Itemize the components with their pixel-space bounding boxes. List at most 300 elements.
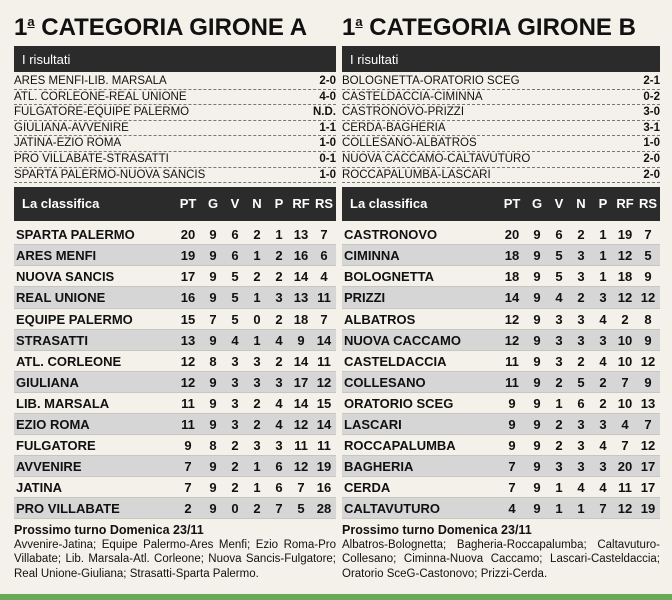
standings-row bbox=[342, 456, 660, 477]
stat-n: 2 bbox=[253, 501, 261, 517]
stat-v: 3 bbox=[555, 332, 563, 348]
stat-n: 3 bbox=[577, 332, 585, 348]
stat-v: 3 bbox=[555, 311, 563, 327]
stat-g: 9 bbox=[533, 290, 541, 306]
stat-rs: 12 bbox=[640, 353, 656, 369]
stat-n: 2 bbox=[577, 290, 585, 306]
stat-rs: 12 bbox=[640, 438, 656, 454]
stat-p: 2 bbox=[275, 311, 283, 327]
stat-n: 1 bbox=[253, 248, 261, 264]
team-name: JATINA bbox=[16, 480, 62, 496]
stat-n: 3 bbox=[577, 417, 585, 432]
stat-p: 4 bbox=[599, 311, 607, 327]
team-name: ALBATROS bbox=[344, 311, 416, 327]
stat-p: 1 bbox=[599, 269, 607, 285]
stat-rs: 17 bbox=[640, 459, 656, 475]
team-name: CASTRONOVO bbox=[344, 227, 438, 243]
result-row bbox=[14, 74, 336, 90]
stat-g: 9 bbox=[533, 374, 541, 390]
results-header: I risultati bbox=[342, 46, 660, 72]
standings-row bbox=[14, 245, 336, 266]
result-match: CERDA-BAGHERIA bbox=[342, 121, 446, 134]
stat-p: 1 bbox=[599, 227, 607, 243]
col-g: G bbox=[207, 196, 219, 212]
stat-rs: 11 bbox=[317, 438, 331, 454]
stat-rs: 7 bbox=[320, 311, 328, 327]
col-pt: PT bbox=[503, 196, 521, 212]
team-name: AVVENIRE bbox=[16, 459, 82, 475]
stat-pt: 11 bbox=[181, 417, 195, 432]
team-name: STRASATTI bbox=[16, 332, 88, 348]
standings-row bbox=[342, 435, 660, 456]
result-row bbox=[342, 105, 660, 121]
result-match: JATINA-EZIO ROMA bbox=[14, 137, 122, 150]
stat-v: 5 bbox=[555, 248, 563, 264]
result-row bbox=[14, 136, 336, 152]
stat-rf: 10 bbox=[617, 353, 633, 369]
stat-n: 3 bbox=[253, 374, 261, 390]
girone-b-column bbox=[342, 0, 660, 581]
standings-row bbox=[14, 414, 336, 435]
stat-pt: 11 bbox=[505, 353, 519, 369]
standings-row bbox=[342, 224, 660, 245]
stat-p: 1 bbox=[599, 248, 607, 264]
result-row bbox=[342, 152, 660, 168]
result-score: 4-0 bbox=[319, 90, 336, 103]
result-row bbox=[342, 90, 660, 106]
col-g: G bbox=[531, 196, 543, 212]
stat-p: 1 bbox=[275, 227, 283, 243]
title-text: CATEGORIA GIRONE B bbox=[369, 14, 636, 41]
stat-v: 2 bbox=[555, 438, 563, 454]
stat-pt: 17 bbox=[180, 269, 196, 285]
stat-n: 0 bbox=[253, 311, 261, 327]
stat-v: 3 bbox=[231, 417, 239, 432]
stat-v: 5 bbox=[231, 290, 239, 306]
stat-rf: 12 bbox=[617, 248, 633, 264]
result-row bbox=[14, 121, 336, 137]
stat-n: 2 bbox=[253, 395, 261, 411]
next-round bbox=[14, 523, 336, 581]
stat-n: 2 bbox=[577, 227, 585, 243]
stat-rs: 6 bbox=[320, 248, 328, 264]
next-round-fixtures: Albatros-Bolognetta; Bagheria-Roccapalumba; Caltavuturo-Collesano; Ciminna-Nuova Caccamo; Lascari-Casteldaccia; Oratorio SceG-Castonovo; Prizzi-Cerda. bbox=[342, 538, 660, 580]
stat-g: 8 bbox=[209, 353, 217, 369]
girone-a-column bbox=[14, 0, 336, 581]
stat-g: 9 bbox=[533, 417, 541, 432]
stat-p: 4 bbox=[599, 438, 607, 454]
standings-header bbox=[342, 187, 660, 221]
stat-g: 9 bbox=[209, 374, 217, 390]
stat-rf: 12 bbox=[293, 417, 309, 432]
team-name: ORATORIO SCEG bbox=[344, 395, 454, 411]
stat-rf: 11 bbox=[294, 438, 308, 454]
stat-g: 9 bbox=[533, 269, 541, 285]
stat-rs: 9 bbox=[644, 269, 652, 285]
stat-p: 6 bbox=[275, 480, 283, 496]
result-score: 1-0 bbox=[643, 137, 660, 150]
stat-rs: 14 bbox=[316, 332, 332, 348]
team-name: BOLOGNETTA bbox=[344, 269, 435, 285]
result-score: 1-1 bbox=[319, 121, 336, 134]
result-match: FULGATORE-EQUIPE PALERMO bbox=[14, 106, 190, 119]
girone-b-title bbox=[342, 0, 660, 40]
stat-rf: 14 bbox=[293, 269, 309, 285]
next-round-title: Prossimo turno Domenica 23/11 bbox=[342, 523, 532, 538]
stat-v: 5 bbox=[231, 311, 239, 327]
stat-v: 4 bbox=[555, 290, 563, 306]
result-row bbox=[14, 90, 336, 106]
stat-p: 2 bbox=[599, 395, 607, 411]
standings-row bbox=[14, 309, 336, 330]
team-name: CASTELDACCIA bbox=[344, 353, 447, 369]
standings-row bbox=[342, 245, 660, 266]
stat-v: 4 bbox=[231, 332, 239, 348]
stat-g: 9 bbox=[533, 438, 541, 454]
standings-row bbox=[14, 351, 336, 372]
team-name: ARES MENFI bbox=[16, 248, 97, 264]
col-pt: PT bbox=[179, 196, 197, 212]
stat-p: 4 bbox=[599, 480, 607, 496]
team-name: PRO VILLABATE bbox=[16, 501, 120, 517]
stat-rs: 17 bbox=[640, 480, 656, 496]
result-match: CASTRONOVO-PRIZZI bbox=[342, 106, 465, 119]
col-n: N bbox=[576, 196, 586, 212]
results-list bbox=[14, 74, 336, 183]
stat-p: 4 bbox=[599, 353, 607, 369]
stat-p: 3 bbox=[275, 438, 283, 454]
stat-n: 3 bbox=[253, 438, 261, 454]
stat-pt: 19 bbox=[180, 248, 196, 264]
standings-row bbox=[342, 351, 660, 372]
stat-g: 9 bbox=[533, 332, 541, 348]
stat-rs: 19 bbox=[640, 501, 656, 517]
result-match: ATL. CORLEONE-REAL UNIONE bbox=[14, 90, 187, 103]
stat-rf: 17 bbox=[293, 374, 309, 390]
team-name: BAGHERIA bbox=[344, 459, 414, 475]
stat-v: 0 bbox=[231, 501, 239, 517]
stat-g: 9 bbox=[209, 332, 217, 348]
col-v: V bbox=[554, 196, 564, 212]
col-rs: RS bbox=[638, 196, 658, 212]
result-score: 1-0 bbox=[319, 168, 336, 181]
team-name: PRIZZI bbox=[344, 290, 386, 306]
bottom-color-band bbox=[0, 594, 672, 600]
stat-pt: 7 bbox=[184, 480, 192, 496]
team-name: EQUIPE PALERMO bbox=[16, 311, 133, 327]
stat-g: 9 bbox=[533, 311, 541, 327]
col-rf: RF bbox=[292, 196, 310, 212]
team-name: ROCCAPALUMBA bbox=[344, 438, 456, 454]
stat-pt: 12 bbox=[504, 332, 520, 348]
result-score: 3-1 bbox=[643, 121, 660, 134]
stat-rf: 19 bbox=[617, 227, 633, 243]
team-name: LASCARI bbox=[344, 417, 402, 432]
standings-row bbox=[342, 414, 660, 435]
standings-header bbox=[14, 187, 336, 221]
stat-p: 4 bbox=[275, 332, 283, 348]
result-row bbox=[342, 74, 660, 90]
stat-g: 9 bbox=[533, 501, 541, 517]
stat-rf: 12 bbox=[293, 459, 309, 475]
stat-p: 3 bbox=[599, 459, 607, 475]
stat-rf: 18 bbox=[293, 311, 309, 327]
stat-g: 9 bbox=[533, 480, 541, 496]
stat-pt: 20 bbox=[504, 227, 520, 243]
stat-p: 4 bbox=[275, 417, 283, 432]
stat-n: 2 bbox=[253, 269, 261, 285]
stat-v: 1 bbox=[555, 395, 563, 411]
stat-v: 3 bbox=[231, 374, 239, 390]
standings-row bbox=[14, 287, 336, 308]
stat-rs: 16 bbox=[316, 480, 332, 496]
team-name: COLLESANO bbox=[344, 374, 426, 390]
result-match: CASTELDACCIA-CIMINNA bbox=[342, 90, 483, 103]
stat-v: 6 bbox=[231, 227, 239, 243]
title-text: CATEGORIA GIRONE A bbox=[41, 14, 308, 41]
results-header: I risultati bbox=[14, 46, 336, 72]
stat-rf: 10 bbox=[617, 395, 633, 411]
result-match: PRO VILLABATE-STRASATTI bbox=[14, 152, 169, 165]
stat-rs: 13 bbox=[640, 395, 656, 411]
stat-g: 9 bbox=[533, 353, 541, 369]
result-score: 0-1 bbox=[319, 152, 336, 165]
stat-pt: 7 bbox=[508, 480, 516, 496]
team-name: CIMINNA bbox=[344, 248, 400, 264]
col-v: V bbox=[230, 196, 240, 212]
result-score: 0-2 bbox=[643, 90, 660, 103]
stat-g: 9 bbox=[209, 459, 217, 475]
stat-n: 1 bbox=[253, 480, 261, 496]
stat-p: 3 bbox=[275, 374, 283, 390]
next-round-fixtures: Avvenire-Jatina; Equipe Palermo-Ares Menfi; Ezio Roma-Pro Villabate; Lib. Marsala-Atl. Corleone; Nuova Sancis-Fulgatore; Real Unione-Giuliana; Strasatti-Sparta Palermo. bbox=[14, 538, 336, 580]
stat-p: 3 bbox=[275, 290, 283, 306]
stat-pt: 12 bbox=[180, 374, 196, 390]
stat-rf: 10 bbox=[617, 332, 633, 348]
stat-rf: 7 bbox=[621, 438, 629, 454]
result-match: COLLESANO-ALBATROS bbox=[342, 137, 477, 150]
stat-pt: 20 bbox=[180, 227, 196, 243]
stat-rf: 5 bbox=[297, 501, 305, 517]
standings-label: La classifica bbox=[22, 196, 100, 212]
stat-rf: 16 bbox=[293, 248, 309, 264]
standings-row bbox=[342, 372, 660, 393]
stat-p: 3 bbox=[599, 290, 607, 306]
stat-v: 6 bbox=[555, 227, 563, 243]
result-match: GIULIANA-AVVENIRE bbox=[14, 121, 129, 134]
standings-row bbox=[14, 498, 336, 519]
stat-pt: 18 bbox=[504, 248, 520, 264]
stat-g: 9 bbox=[209, 395, 217, 411]
stat-n: 1 bbox=[253, 332, 261, 348]
stat-rf: 14 bbox=[293, 353, 309, 369]
standings-row bbox=[14, 224, 336, 245]
stat-rf: 7 bbox=[621, 374, 629, 390]
stat-p: 6 bbox=[275, 459, 283, 475]
stat-pt: 18 bbox=[504, 269, 520, 285]
stat-p: 2 bbox=[275, 269, 283, 285]
stat-g: 9 bbox=[209, 227, 217, 243]
result-match: ROCCAPALUMBA-LASCARI bbox=[342, 168, 491, 181]
stat-rf: 11 bbox=[618, 480, 632, 496]
stat-v: 1 bbox=[555, 480, 563, 496]
stat-n: 2 bbox=[253, 227, 261, 243]
stat-g: 9 bbox=[533, 395, 541, 411]
stat-pt: 16 bbox=[180, 290, 196, 306]
stat-n: 3 bbox=[577, 438, 585, 454]
result-score: 3-0 bbox=[643, 106, 660, 119]
team-name: CERDA bbox=[344, 480, 391, 496]
result-match: BOLOGNETTA-ORATORIO SCEG bbox=[342, 75, 520, 87]
stat-g: 9 bbox=[533, 459, 541, 475]
stat-pt: 9 bbox=[508, 395, 516, 411]
result-row bbox=[14, 152, 336, 168]
standings-row bbox=[342, 498, 660, 519]
stat-p: 2 bbox=[275, 248, 283, 264]
stat-g: 9 bbox=[209, 501, 217, 517]
stat-n: 4 bbox=[577, 480, 585, 496]
stat-pt: 11 bbox=[181, 395, 195, 411]
stat-rs: 8 bbox=[644, 311, 652, 327]
result-score: N.D. bbox=[313, 106, 336, 119]
stat-rs: 7 bbox=[320, 227, 328, 243]
stat-rf: 7 bbox=[297, 480, 305, 496]
standings-table bbox=[14, 224, 336, 519]
stat-rf: 12 bbox=[617, 290, 633, 306]
stat-n: 2 bbox=[577, 353, 585, 369]
result-match: SPARTA PALERMO-NUOVA SANCIS bbox=[14, 168, 206, 181]
standings-label: La classifica bbox=[350, 196, 428, 212]
stat-pt: 12 bbox=[504, 311, 520, 327]
stat-p: 2 bbox=[599, 374, 607, 390]
standings-row bbox=[14, 266, 336, 287]
stat-p: 7 bbox=[275, 501, 283, 517]
standings-row bbox=[342, 309, 660, 330]
standings-row bbox=[14, 330, 336, 351]
stat-rs: 19 bbox=[316, 459, 332, 475]
stat-pt: 9 bbox=[508, 417, 516, 432]
result-score: 2-0 bbox=[319, 75, 336, 87]
result-match: NUOVA CACCAMO-CALTAVUTURO bbox=[342, 152, 531, 165]
team-name: ATL. CORLEONE bbox=[16, 353, 122, 369]
stat-n: 3 bbox=[577, 459, 585, 475]
standings-row bbox=[342, 393, 660, 414]
stat-rs: 4 bbox=[320, 269, 328, 285]
result-match: ARES MENFI-LIB. MARSALA bbox=[14, 75, 167, 87]
stat-n: 1 bbox=[577, 501, 585, 517]
stat-v: 6 bbox=[231, 248, 239, 264]
stat-rf: 2 bbox=[621, 311, 629, 327]
result-row bbox=[342, 168, 660, 184]
stat-p: 3 bbox=[599, 417, 607, 432]
team-name: NUOVA SANCIS bbox=[16, 269, 115, 285]
result-row bbox=[14, 168, 336, 184]
title-superscript: a bbox=[355, 14, 363, 29]
stat-pt: 14 bbox=[504, 290, 520, 306]
stat-n: 6 bbox=[577, 395, 585, 411]
team-name: SPARTA PALERMO bbox=[16, 227, 135, 243]
stat-g: 9 bbox=[209, 269, 217, 285]
team-name: FULGATORE bbox=[16, 438, 96, 454]
stat-g: 9 bbox=[209, 480, 217, 496]
team-name: CALTAVUTURO bbox=[344, 501, 441, 517]
result-row bbox=[342, 136, 660, 152]
standings-row bbox=[14, 435, 336, 456]
stat-pt: 4 bbox=[508, 501, 516, 517]
stat-n: 1 bbox=[253, 459, 261, 475]
col-rf: RF bbox=[616, 196, 634, 212]
standings-row bbox=[342, 330, 660, 351]
title-superscript: a bbox=[27, 14, 35, 29]
stat-g: 9 bbox=[209, 248, 217, 264]
stat-rf: 20 bbox=[617, 459, 633, 475]
stat-n: 3 bbox=[577, 269, 585, 285]
stat-rs: 11 bbox=[317, 290, 331, 306]
stat-n: 2 bbox=[253, 417, 261, 432]
stat-rs: 15 bbox=[316, 395, 332, 411]
stat-pt: 9 bbox=[184, 438, 192, 454]
stat-v: 5 bbox=[231, 269, 239, 285]
stat-v: 3 bbox=[231, 353, 239, 369]
stat-rf: 4 bbox=[621, 417, 629, 432]
stat-rf: 9 bbox=[297, 332, 305, 348]
stat-v: 3 bbox=[555, 353, 563, 369]
col-p: P bbox=[598, 196, 608, 212]
stat-g: 9 bbox=[209, 417, 217, 432]
stat-v: 2 bbox=[231, 438, 239, 454]
stat-v: 5 bbox=[555, 269, 563, 285]
results-list bbox=[342, 74, 660, 183]
stat-pt: 7 bbox=[184, 459, 192, 475]
result-score: 2-0 bbox=[643, 152, 660, 165]
col-rs: RS bbox=[314, 196, 334, 212]
stat-rf: 13 bbox=[293, 290, 309, 306]
stat-g: 9 bbox=[533, 227, 541, 243]
col-p: P bbox=[274, 196, 284, 212]
team-name: GIULIANA bbox=[16, 374, 79, 390]
team-name: REAL UNIONE bbox=[16, 290, 106, 306]
result-row bbox=[342, 121, 660, 137]
stat-rs: 28 bbox=[316, 501, 332, 517]
stat-rf: 18 bbox=[617, 269, 633, 285]
stat-v: 2 bbox=[231, 480, 239, 496]
title-number: 1 bbox=[14, 14, 28, 41]
stat-p: 7 bbox=[599, 501, 607, 517]
stat-v: 2 bbox=[231, 459, 239, 475]
stat-v: 2 bbox=[555, 374, 563, 390]
stat-g: 9 bbox=[533, 248, 541, 264]
stat-rs: 7 bbox=[644, 227, 652, 243]
stat-rs: 11 bbox=[317, 353, 331, 369]
stat-rs: 7 bbox=[644, 417, 652, 432]
team-name: NUOVA CACCAMO bbox=[344, 332, 461, 348]
standings-row bbox=[14, 372, 336, 393]
standings-row bbox=[14, 456, 336, 477]
stat-n: 1 bbox=[253, 290, 261, 306]
result-row bbox=[14, 105, 336, 121]
stat-n: 3 bbox=[253, 353, 261, 369]
standings-row bbox=[14, 477, 336, 498]
stat-pt: 13 bbox=[180, 332, 196, 348]
title-number: 1 bbox=[342, 14, 356, 41]
stat-rs: 5 bbox=[644, 248, 652, 264]
stat-g: 7 bbox=[209, 311, 217, 327]
girone-a-title bbox=[14, 0, 336, 40]
stat-pt: 2 bbox=[184, 501, 192, 517]
stat-pt: 11 bbox=[505, 374, 519, 390]
stat-p: 2 bbox=[275, 353, 283, 369]
stat-pt: 12 bbox=[180, 353, 196, 369]
